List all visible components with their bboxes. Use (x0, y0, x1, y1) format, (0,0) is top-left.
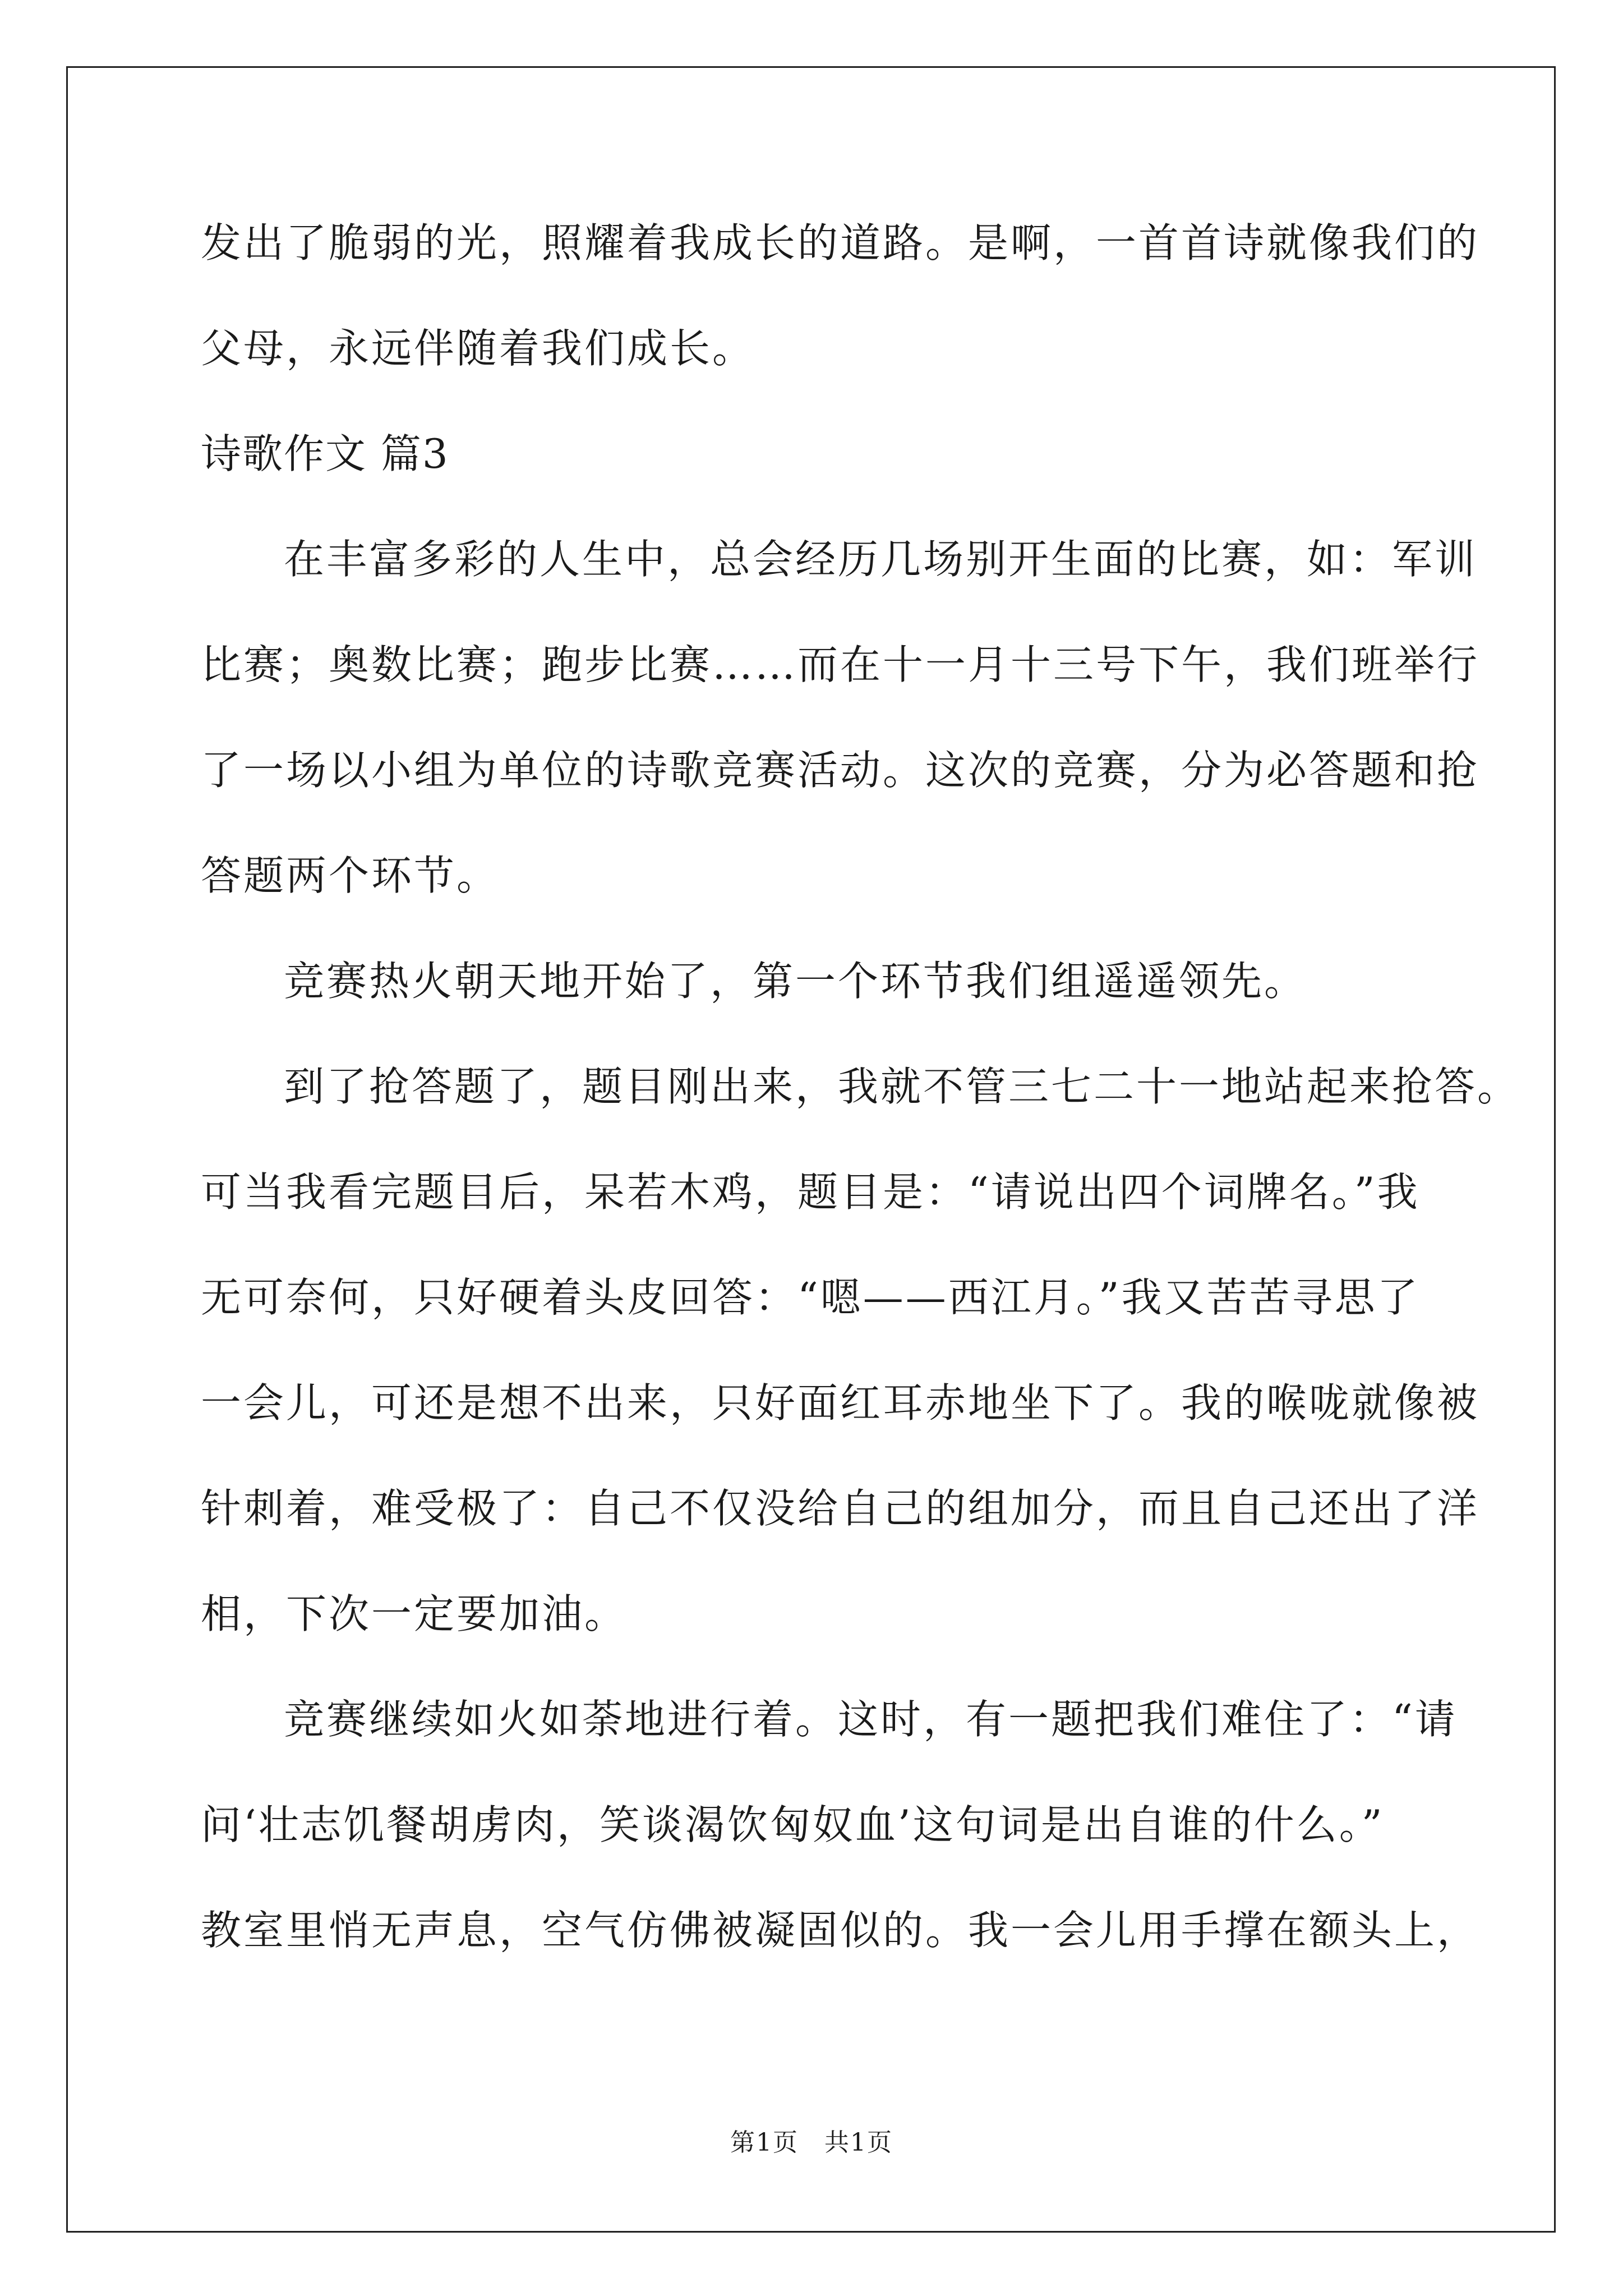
paragraph-line: 答题两个环节。 (201, 852, 500, 899)
paragraph-line: 父母，永远伴随着我们成长。 (201, 325, 755, 372)
paragraph-line: 可当我看完题目后，呆若木鸡，题目是：“请说出四个词牌名。”我 (201, 1168, 1420, 1216)
page-footer: 第1页 共1页 (730, 2128, 893, 2157)
paragraph-line: 了一场以小组为单位的诗歌竞赛活动。这次的竞赛，分为必答题和抢 (201, 747, 1480, 794)
paragraph-line: 竞赛热火朝天地开始了，第一个环节我们组遥遥领先。 (284, 958, 1307, 1005)
paragraph-line: 竞赛继续如火如荼地进行着。这时，有一题把我们难住了：“请 (284, 1696, 1458, 1743)
paragraph-line: 在丰富多彩的人生中，总会经历几场别开生面的比赛，如：军训 (284, 536, 1478, 583)
paragraph-line: 到了抢答题了，题目刚出来，我就不管三七二十一地站起来抢答。 (284, 1063, 1520, 1110)
paragraph-line: 相，下次一定要加油。 (201, 1590, 628, 1637)
paragraph-line: 问‘壮志饥餐胡虏肉，笑谈渴饮匈奴血’这句词是出自谁的什么。” (201, 1801, 1385, 1848)
paragraph-line: 无可奈何，只好硬着头皮回答：“嗯——西江月。”我又苦苦寻思了 (201, 1274, 1420, 1321)
paragraph-line: 一会儿，可还是想不出来，只好面红耳赤地坐下了。我的喉咙就像被 (201, 1379, 1480, 1427)
paragraph-line: 发出了脆弱的光，照耀着我成长的道路。是啊，一首首诗就像我们的 (201, 219, 1480, 266)
section-heading: 诗歌作文 篇3 (201, 430, 449, 477)
paragraph-line: 比赛；奥数比赛；跑步比赛……而在十一月十三号下午，我们班举行 (201, 641, 1480, 688)
paragraph-line: 教室里悄无声息，空气仿佛被凝固似的。我一会儿用手撑在额头上， (201, 1907, 1480, 1954)
paragraph-line: 针刺着，难受极了：自己不仅没给自己的组加分，而且自己还出了洋 (201, 1485, 1480, 1532)
